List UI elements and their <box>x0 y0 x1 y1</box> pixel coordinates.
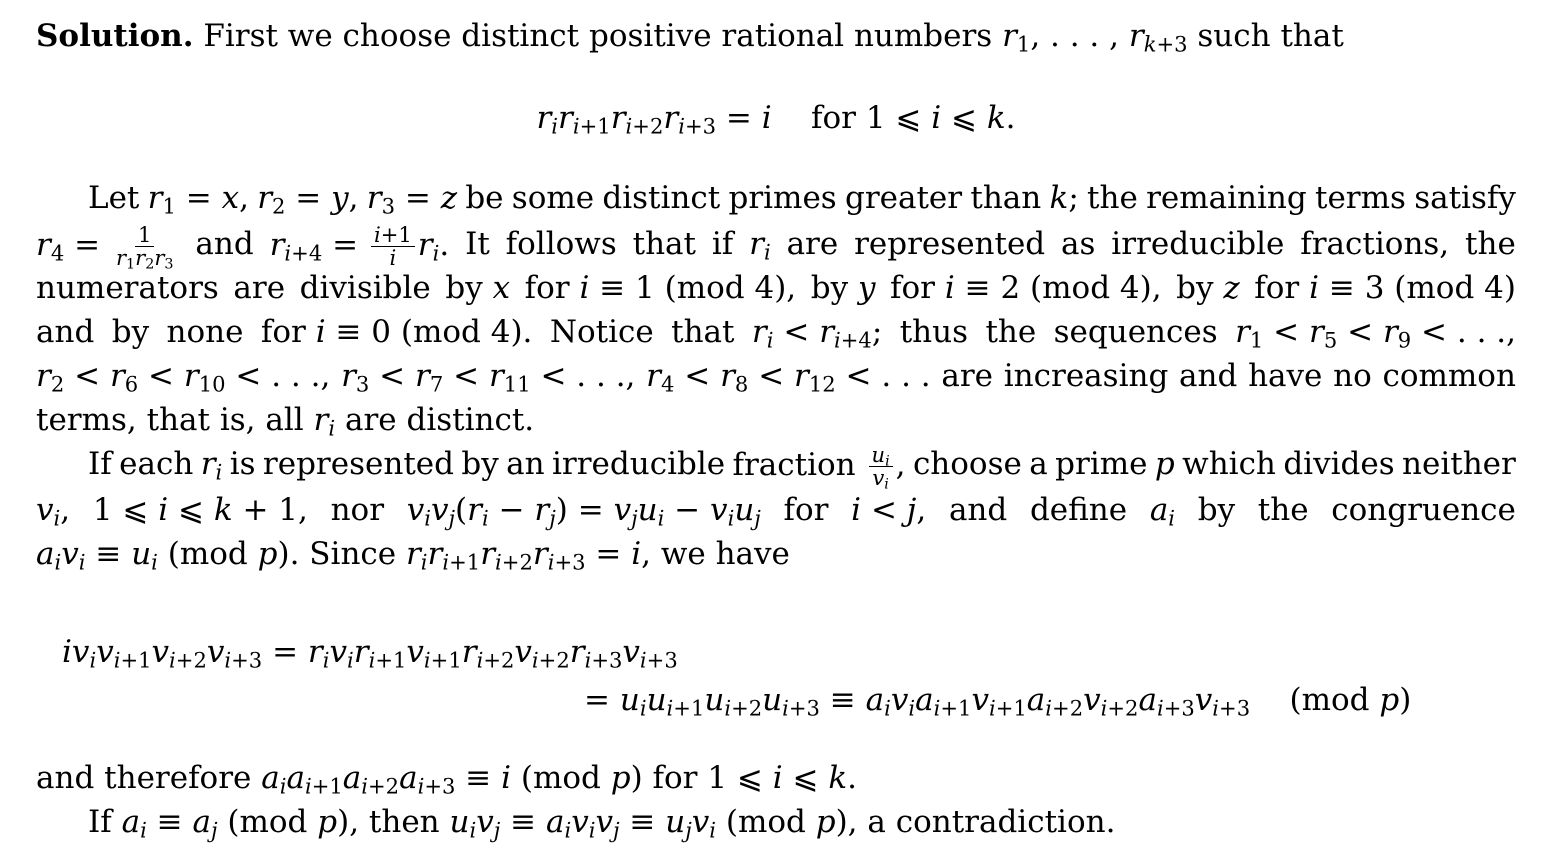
intro-text: First we choose distinct positive rational numbers $r_1$, . . . , $r_{k+3}$ such that <box>203 18 1344 57</box>
conclusion-line: and therefore $a_ia_{i+1}a_{i+2}a_{i+3} \equiv i$ (mod p) for 1 ⩽ i ⩽ k. <box>36 760 858 799</box>
para1-line-2: $r_4$ = $\frac{1}{r_1r_2r_3}$ and $r_{i+4}$ = $\frac{i+1}{i}$ $r_i$. It follows that if $r_i$ are represented as irreducible fractions, the <box>36 222 1516 273</box>
para1-line-5: $r_2 < r_6 < r_{10}$ < . . ., $r_3 < r_7 < r_{11}$ < . . ., $r_4 < r_8 < r_{12}$ < . . . are increasing and have no common <box>36 358 1516 397</box>
display-equation-1: $r_ir_{i+1}r_{i+2}r_{i+3} = i$ for 1 ⩽ i ⩽ k. <box>536 100 1016 139</box>
display-equation-2b: = $u_iu_{i+1}u_{i+2}u_{i+3} \equiv a_iv_ia_{i+1}v_{i+1}a_{i+2}v_{i+2}a_{i+3}v_{i+3}$ (mod p) <box>584 682 1412 721</box>
para1-line-6: terms, that is, all $r_i$ are distinct. <box>36 402 535 441</box>
para1-line-3: numerators are divisible by x for i ≡ 1 (mod 4), by y for i ≡ 2 (mod 4), by z for i ≡ 3 (mod 4) <box>36 270 1516 306</box>
para1-line-1: Let $r_1 = x$, $r_2 = y$, $r_3 = z$ be some distinct primes greater than k; the remaining terms satisfy <box>88 180 1516 219</box>
para2-line-3: $a_iv_i \equiv u_i$ (mod p). Since $r_ir_{i+1}r_{i+2}r_{i+3} = i$, we have <box>36 536 790 575</box>
para1-line-4: and by none for i ≡ 0 (mod 4). Notice that $r_i < r_{i+4}$; thus the sequences $r_1 < r_5 < r_9$ < . . ., <box>36 314 1516 353</box>
solution-heading: Solution. <box>36 18 194 54</box>
para2-line-2: $v_i$, 1 ⩽ i ⩽ k + 1, nor $v_iv_j(r_i - r_j) = v_ju_i - v_iu_j$ for i < j, and define $a_i$ by the congruence <box>36 492 1516 531</box>
final-line: If $a_i \equiv a_j$ (mod p), then $u_iv_j \equiv a_iv_iv_j \equiv u_jv_i$ (mod p), a contradiction. <box>88 804 1116 843</box>
intro-line <box>36 16 1516 56</box>
para2-line-1: If each $r_i$ is represented by an irreducible fraction $\frac{u_i}{v_i}$ , choose a prime p which divides neither <box>88 442 1516 493</box>
display-equation-2a: $iv_iv_{i+1}v_{i+2}v_{i+3} = r_iv_ir_{i+1}v_{i+1}r_{i+2}v_{i+2}r_{i+3}v_{i+3}$ <box>62 634 678 673</box>
